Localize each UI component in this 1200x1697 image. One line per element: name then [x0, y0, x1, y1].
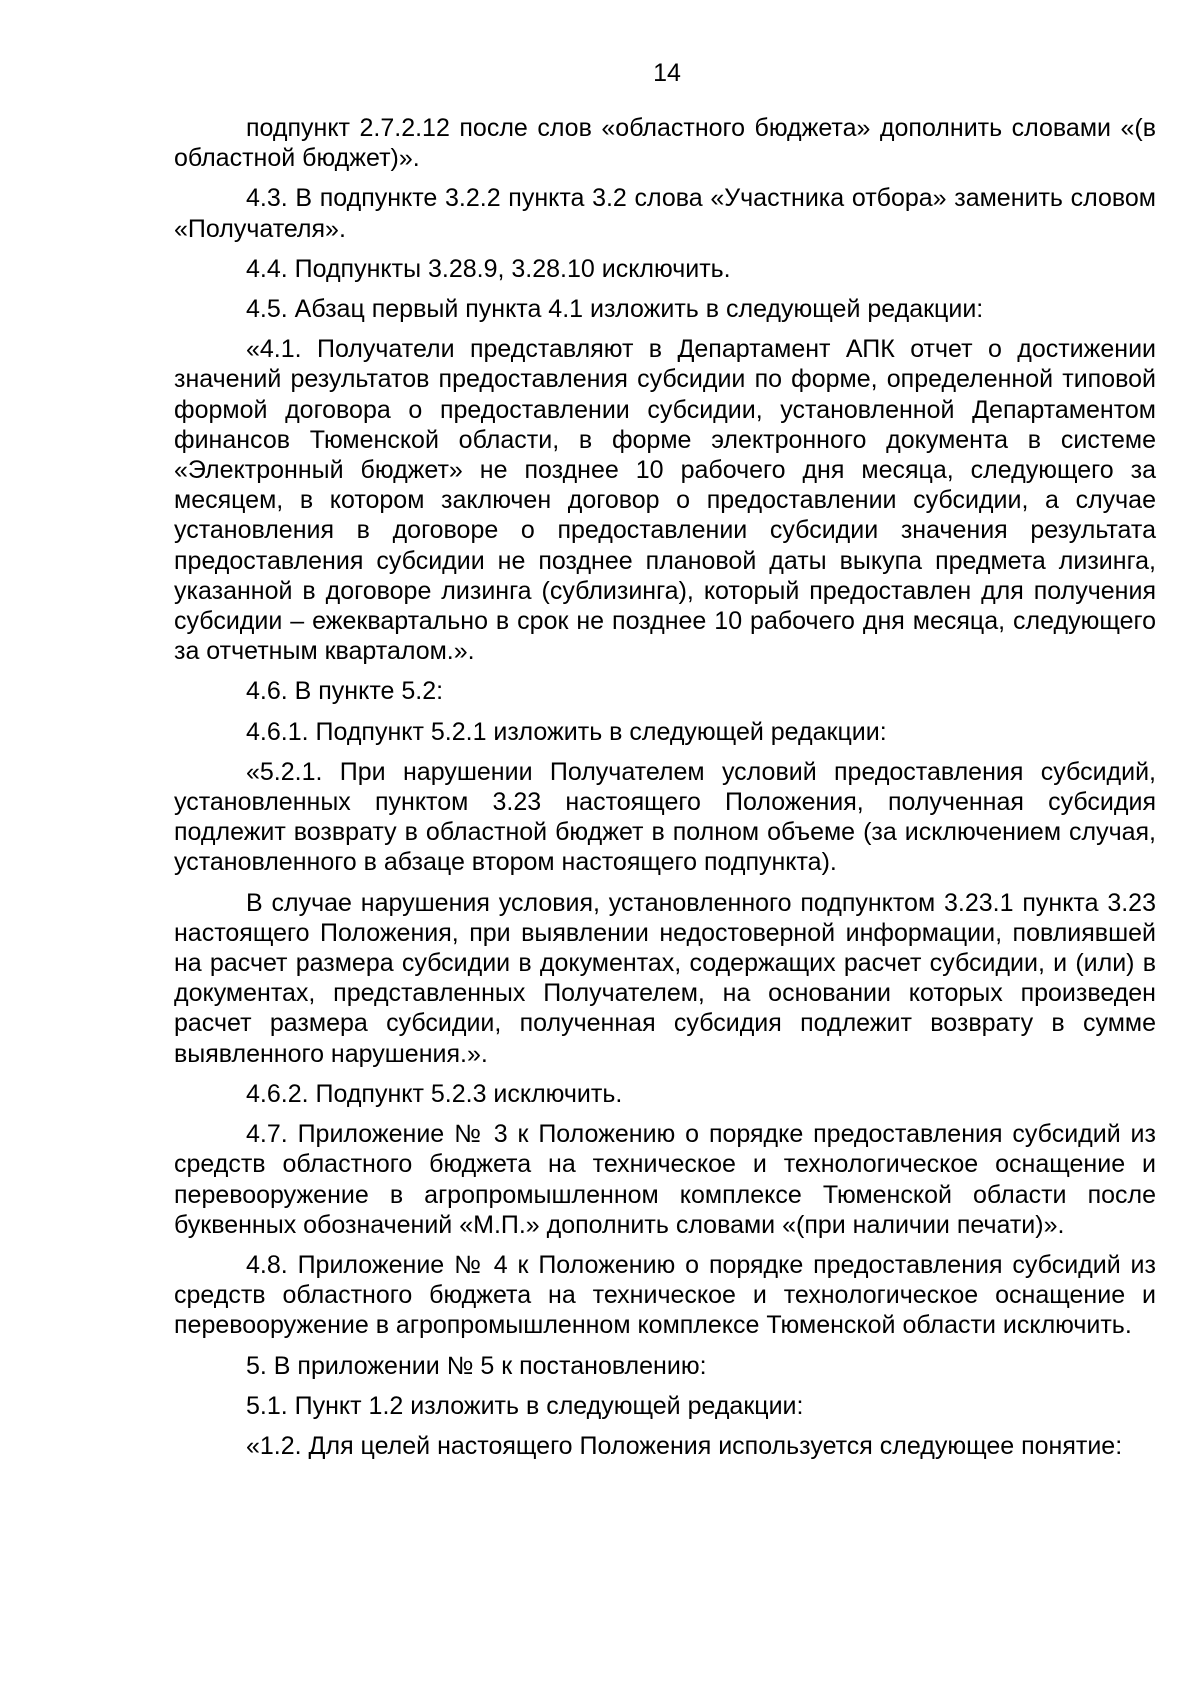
paragraph-4-8: 4.8. Приложение № 4 к Положению о порядке предоставления субсидий из средств областного бюджета на техническое и технологическое оснащение и перевооружение в агропромышленном комплексе Тюменской области исключить. [174, 1250, 1156, 1340]
paragraph-4-6-1: 4.6.1. Подпункт 5.2.1 изложить в следующей редакции: [246, 717, 887, 746]
document-body [174, 113, 1156, 1471]
paragraph-5: 5. В приложении № 5 к постановлению: [246, 1351, 707, 1380]
paragraph-5-2-1-quote: «5.2.1. При нарушении Получателем условий предоставления субсидий, установленных пунктом 3.23 настоящего Положения, полученная субсидия подлежит возврату в областной бюджет в полном объеме (за исключением случая, установленного в абзаце втором настоящего подпункта). [174, 757, 1156, 877]
paragraph-4-5: 4.5. Абзац первый пункта 4.1 изложить в следующей редакции: [246, 295, 984, 324]
paragraph-5-1: 5.1. Пункт 1.2 изложить в следующей редакции: [246, 1391, 804, 1420]
paragraph-subpoint-2-7-2-12: подпункт 2.7.2.12 после слов «областного бюджета» дополнить словами «(в областной бюджет)». [174, 114, 1156, 173]
page-number: 14 [653, 59, 681, 87]
paragraph-violation-case: В случае нарушения условия, установленного подпунктом 3.23.1 пункта 3.23 настоящего Положения, при выявлении недостоверной информации, повлиявшей на расчет размера субсидии в документах, содержащих расчет субсидии, и (или) в документах, представленных Получателем, на основании которых произведен расчет размера субсидии, полученная субсидия подлежит возврату в сумме выявленного нарушения.». [174, 888, 1156, 1068]
paragraph-4-6-2: 4.6.2. Подпункт 5.2.3 исключить. [246, 1079, 623, 1108]
paragraph-4-1-quote: «4.1. Получатели представляют в Департамент АПК отчет о достижении значений результатов предоставления субсидии по форме, определенной типовой формой договора о предоставлении субсидии, установленной Департаментом финансов Тюменской области, в форме электронного документа в системе «Электронный бюджет» не позднее 10 рабочего дня месяца, следующего за месяцем, в котором заключен договор о предоставлении субсидии, а случае установления в договоре о предоставлении субсидии значения результата предоставления субсидии не позднее плановой даты выкупа предмета лизинга, указанной в договоре лизинга (сублизинга), который предоставлен для получения субсидии – ежеквартально в срок не позднее 10 рабочего дня месяца, следующего за отчетным кварталом.». [174, 335, 1156, 666]
paragraph-1-2-quote: «1.2. Для целей настоящего Положения используется следующее понятие: [246, 1431, 1123, 1460]
paragraph-4-7: 4.7. Приложение № 3 к Положению о порядке предоставления субсидий из средств областного бюджета на техническое и технологическое оснащение и перевооружение в агропромышленном комплексе Тюменской области после буквенных обозначений «М.П.» дополнить словами «(при наличии печати)». [174, 1120, 1156, 1239]
paragraph-4-6: 4.6. В пункте 5.2: [246, 677, 444, 706]
paragraph-4-3: 4.3. В подпункте 3.2.2 пункта 3.2 слова «Участника отбора» заменить словом «Получателя». [174, 184, 1156, 243]
paragraph-4-4: 4.4. Подпункты 3.28.9, 3.28.10 исключить. [246, 254, 731, 283]
